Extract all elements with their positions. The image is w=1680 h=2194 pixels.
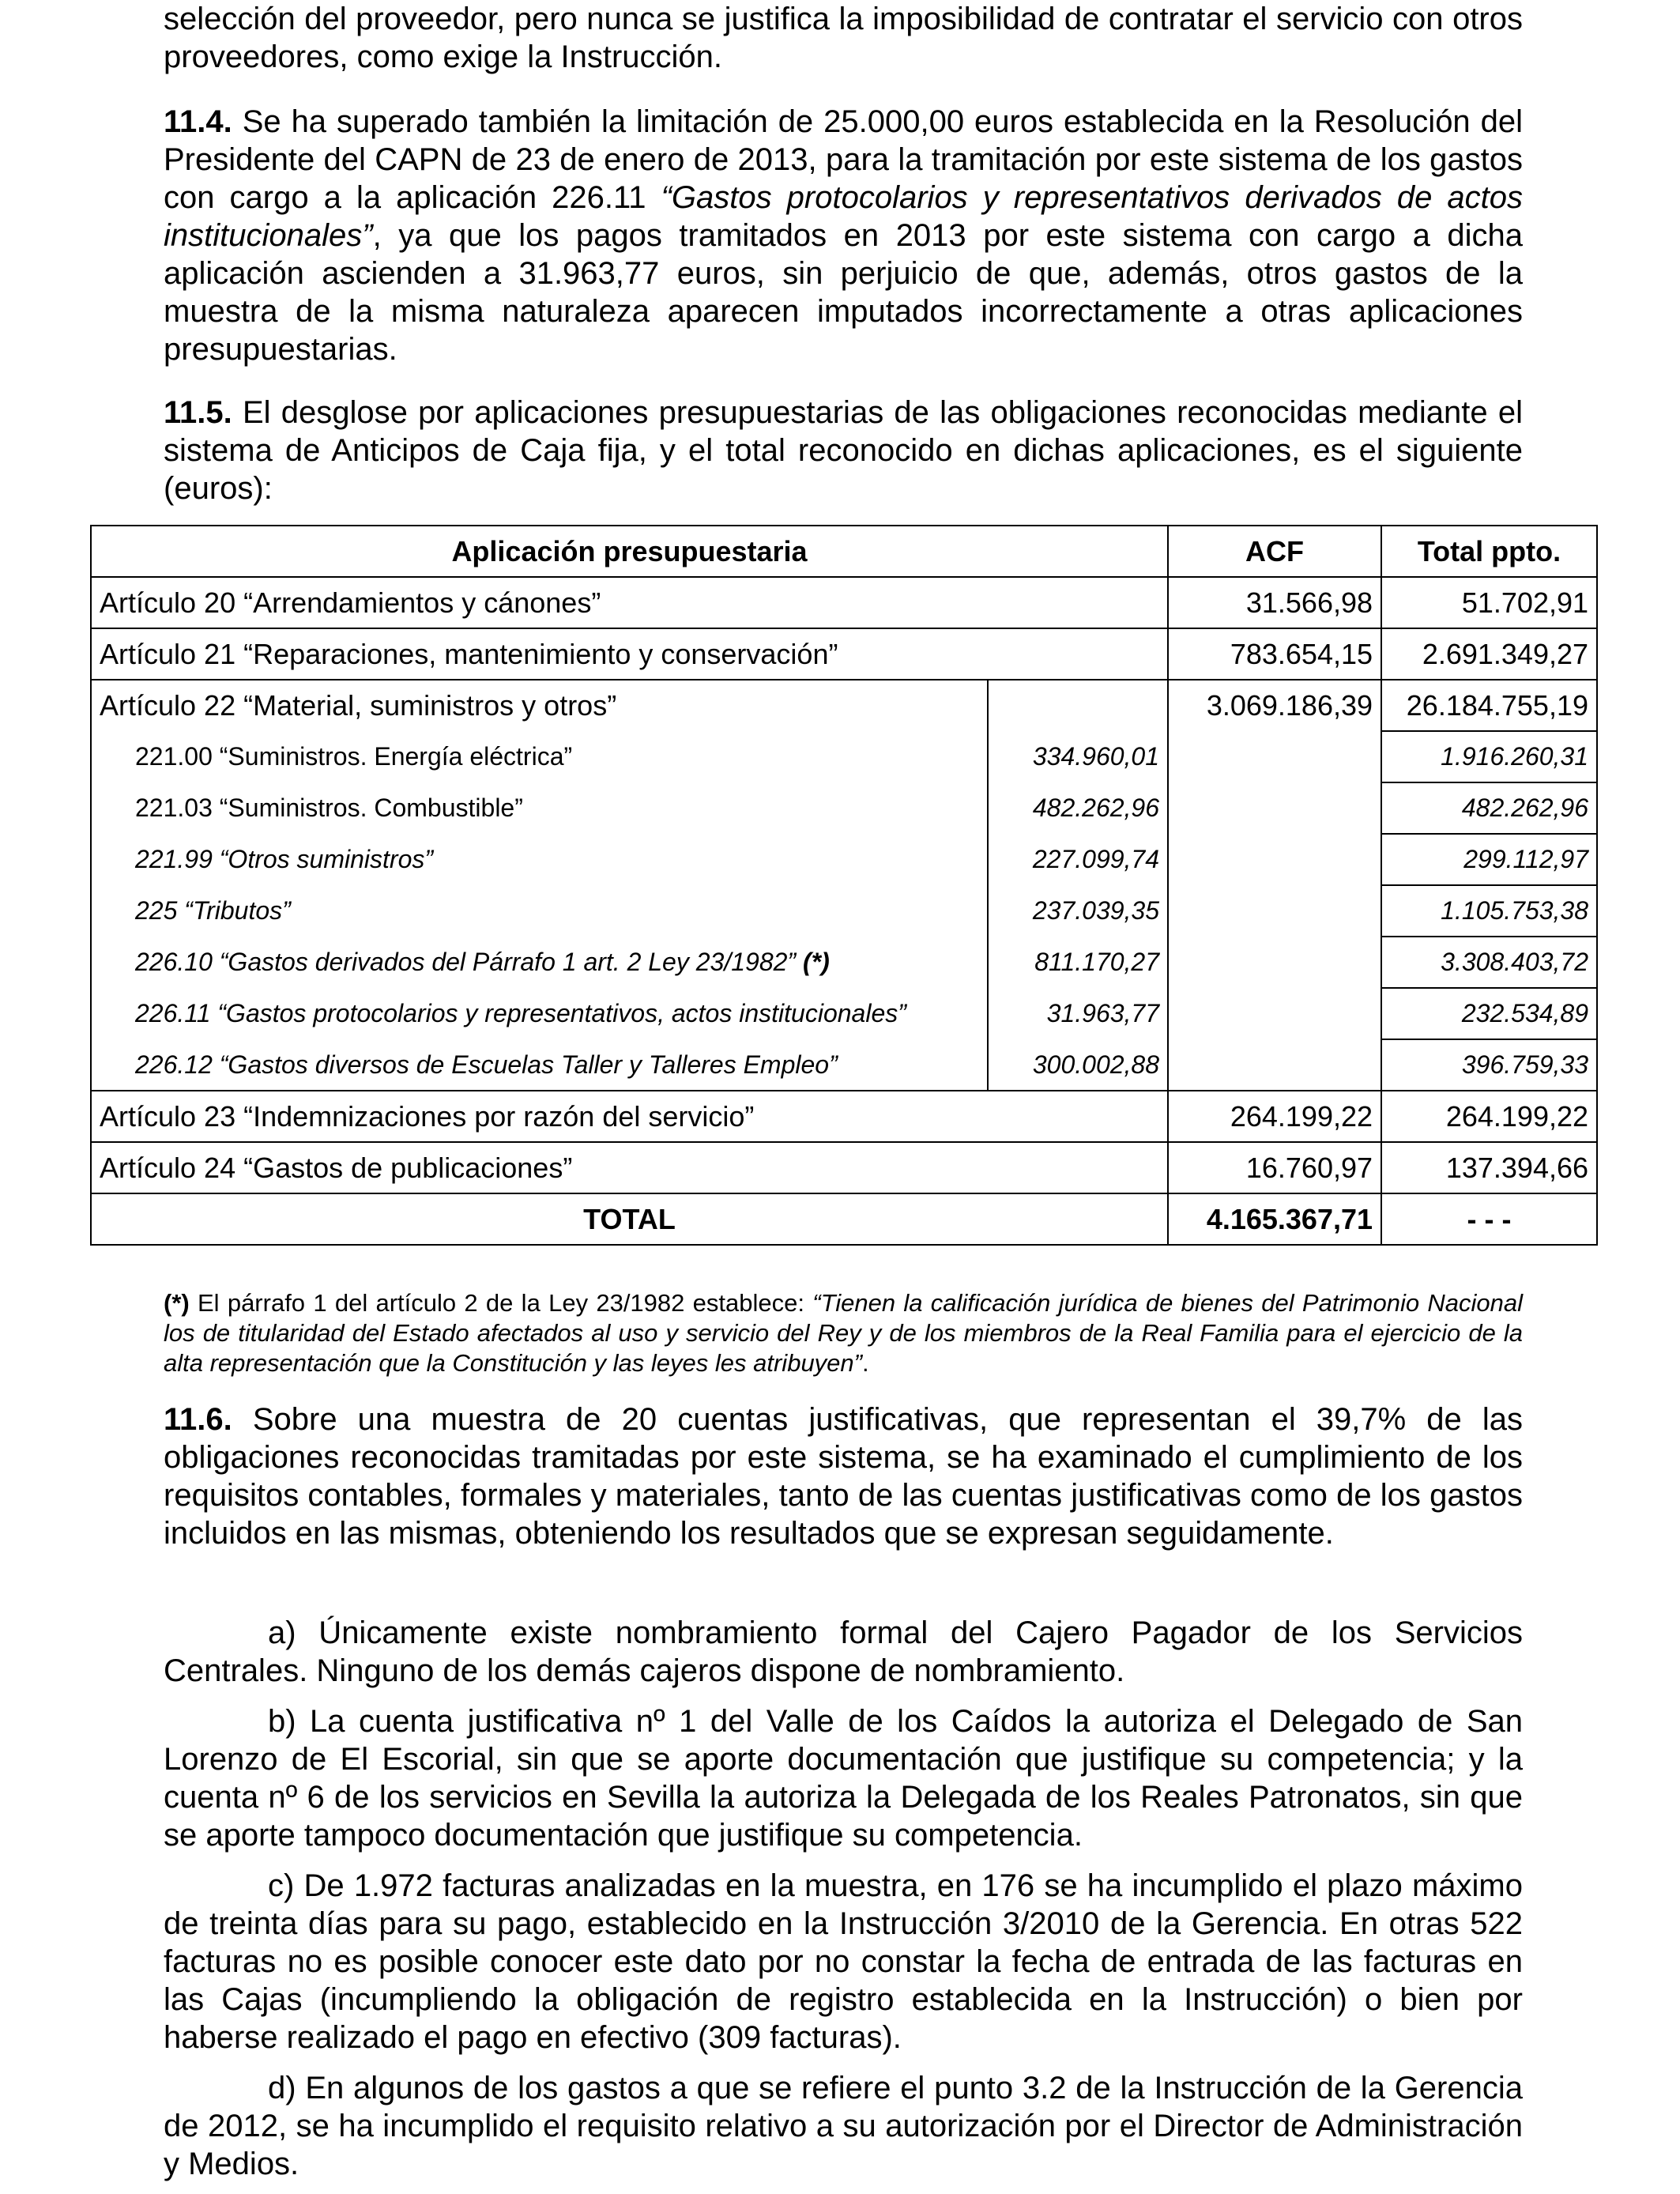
footnote-marker: (*) [164, 1289, 190, 1317]
row-label: Artículo 23 “Indemnizaciones por razón del servicio” [91, 1091, 1168, 1142]
row-label: Artículo 22 “Material, suministros y otros” [91, 680, 988, 731]
subrow-label: 221.00 “Suministros. Energía eléctrica” [91, 731, 988, 782]
row-acf: 783.654,15 [1168, 628, 1381, 680]
row-total: 264.199,22 [1381, 1091, 1597, 1142]
table-subrow [91, 1039, 1597, 1091]
table-header-row [91, 526, 1597, 577]
subrow-acf-empty [1168, 1039, 1381, 1091]
row-subvalue-empty [988, 680, 1168, 731]
total-acf: 4.165.367,71 [1168, 1193, 1381, 1245]
subrow-label [91, 937, 988, 988]
paragraph-text: El desglose por aplicaciones presupuestarias de las obligaciones reconocidas mediante el sistema de Anticipos de Caja fija, y el total reconocido en dichas aplicaciones, es el siguiente (euros): [164, 395, 1523, 506]
total-label: TOTAL [91, 1193, 1168, 1245]
subrow-acf-empty [1168, 834, 1381, 885]
subrow-total: 299.112,97 [1381, 834, 1597, 885]
row-label: Artículo 20 “Arrendamientos y cánones” [91, 577, 1168, 628]
row-acf: 31.566,98 [1168, 577, 1381, 628]
table-row [91, 1142, 1597, 1193]
subrow-label: 225 “Tributos” [91, 885, 988, 937]
table-subrow [91, 885, 1597, 937]
budget-table [90, 525, 1598, 1246]
subrow-acf-empty [1168, 937, 1381, 988]
table-row [91, 1091, 1597, 1142]
row-acf: 3.069.186,39 [1168, 680, 1381, 731]
subrow-total: 1.916.260,31 [1381, 731, 1597, 782]
section-number: 11.4. [164, 104, 232, 139]
table-subrow [91, 782, 1597, 834]
item-b [164, 1702, 1523, 1854]
subrow-value: 482.262,96 [988, 782, 1168, 834]
table-row [91, 577, 1597, 628]
subrow-label: 221.99 “Otros suministros” [91, 834, 988, 885]
subrow-total: 1.105.753,38 [1381, 885, 1597, 937]
row-acf: 16.760,97 [1168, 1142, 1381, 1193]
row-total: 26.184.755,19 [1381, 680, 1597, 731]
section-number: 11.5. [164, 395, 232, 430]
footnote-text: El párrafo 1 del artículo 2 de la Ley 23/1982 establece: [189, 1289, 813, 1317]
subrow-acf-empty [1168, 782, 1381, 834]
row-total: 51.702,91 [1381, 577, 1597, 628]
item-text: d) En algunos de los gastos a que se refiere el punto 3.2 de la Instrucción de la Gerencia de 2012, se ha incumplido el requisito relativo a su autorización por el Director de Administración y Medios. [164, 2071, 1523, 2181]
paragraph-text: Se ha superado también la limitación de 25.000,00 euros establecida en la Resolución del Presidente del CAPN de 23 de enero de 2013, para la tramitación por este sistema de los gastos con cargo a la aplicación 226.11 [164, 104, 1523, 215]
item-c [164, 1867, 1523, 2056]
paragraph-11-6 [164, 1400, 1523, 1552]
subrow-label: 226.11 “Gastos protocolarios y representativos, actos institucionales” [91, 988, 988, 1039]
table-row [91, 680, 1597, 731]
quoted-title: “Gastos protocolarios y representativos derivados de actos institucionales” [164, 180, 1524, 253]
header-acf: ACF [1168, 526, 1381, 577]
footnote [164, 1288, 1523, 1378]
footnote-marker: (*) [802, 948, 830, 976]
subrow-label: 226.12 “Gastos diversos de Escuelas Taller y Talleres Empleo” [91, 1039, 988, 1091]
row-label: Artículo 21 “Reparaciones, mantenimiento y conservación” [91, 628, 1168, 680]
row-acf: 264.199,22 [1168, 1091, 1381, 1142]
paragraph-text: Sobre una muestra de 20 cuentas justificativas, que representan el 39,7% de las obligaciones reconocidas tramitadas por este sistema, se ha examinado el cumplimiento de los requisitos contables, formales y materiales, tanto de las cuentas justificativas como de los gastos incluidos en las mismas, obteniendo los resultados que se expresan seguidamente. [164, 1402, 1523, 1551]
paragraph-text: , ya que los pagos tramitados en 2013 por este sistema con cargo a dicha aplicación ascienden a 31.963,77 euros, sin perjuicio de que, además, otros gastos de la muestra de la misma naturaleza aparecen imputados incorrectamente a otras aplicaciones presupuestarias. [164, 218, 1523, 367]
subrow-value: 237.039,35 [988, 885, 1168, 937]
item-text: b) La cuenta justificativa nº 1 del Valle de los Caídos la autoriza el Delegado de San Lorenzo de El Escorial, sin que se aporte documentación que justifique su competencia; y la cuenta nº 6 de los servicios en Sevilla la autoriza la Delegada de los Reales Patronatos, sin que se aporte tampoco documentación que justifique su competencia. [164, 1704, 1523, 1853]
section-number: 11.6. [164, 1402, 232, 1437]
item-text: c) De 1.972 facturas analizadas en la muestra, en 176 se ha incumplido el plazo máximo de treinta días para su pago, establecido en la Instrucción 3/2010 de la Gerencia. En otras 522 facturas no es posible conocer este dato por no constar la fecha de entrada de las facturas en las Cajas (incumpliendo la obligación de registro establecida en la Instrucción) o bien por haberse realizado el pago en efectivo (309 facturas). [164, 1868, 1523, 2055]
paragraph-11-5 [164, 394, 1523, 507]
subrow-acf-empty [1168, 988, 1381, 1039]
table-subrow [91, 937, 1597, 988]
table-subrow [91, 834, 1597, 885]
row-total: 2.691.349,27 [1381, 628, 1597, 680]
item-a [164, 1614, 1523, 1690]
footnote-quote: “Tienen la calificación jurídica de bienes del Patrimonio Nacional los de titularidad del Estado afectados al uso y servicio del Rey y de los miembros de la Real Familia para el ejercicio de la alta representación que la Constitución y las leyes les atribuyen” [164, 1289, 1523, 1377]
table-total-row [91, 1193, 1597, 1245]
footnote-end: . [861, 1349, 869, 1377]
header-total: Total ppto. [1381, 526, 1597, 577]
subrow-value: 227.099,74 [988, 834, 1168, 885]
subrow-label: 221.03 “Suministros. Combustible” [91, 782, 988, 834]
subrow-total: 3.308.403,72 [1381, 937, 1597, 988]
table-subrow [91, 731, 1597, 782]
item-text: a) Únicamente existe nombramiento formal del Cajero Pagador de los Servicios Centrales. Ninguno de los demás cajeros dispone de nombramiento. [164, 1615, 1523, 1688]
total-total: - - - [1381, 1193, 1597, 1245]
subrow-total: 482.262,96 [1381, 782, 1597, 834]
subrow-total: 396.759,33 [1381, 1039, 1597, 1091]
subrow-value: 300.002,88 [988, 1039, 1168, 1091]
paragraph-11-4 [164, 103, 1523, 368]
header-aplicacion: Aplicación presupuestaria [91, 526, 1168, 577]
subrow-value: 334.960,01 [988, 731, 1168, 782]
table-subrow [91, 988, 1597, 1039]
row-label: Artículo 24 “Gastos de publicaciones” [91, 1142, 1168, 1193]
row-total: 137.394,66 [1381, 1142, 1597, 1193]
subrow-acf-empty [1168, 731, 1381, 782]
subrow-label-text: 226.10 “Gastos derivados del Párrafo 1 art. 2 Ley 23/1982” [135, 948, 803, 976]
subrow-total: 232.534,89 [1381, 988, 1597, 1039]
subrow-value: 811.170,27 [988, 937, 1168, 988]
paragraph-continuation [164, 0, 1523, 76]
table-row [91, 628, 1597, 680]
item-d [164, 2069, 1523, 2183]
subrow-acf-empty [1168, 885, 1381, 937]
paragraph-text: selección del proveedor, pero nunca se justifica la imposibilidad de contratar el servicio con otros proveedores, como exige la Instrucción. [164, 2, 1523, 74]
subrow-value: 31.963,77 [988, 988, 1168, 1039]
